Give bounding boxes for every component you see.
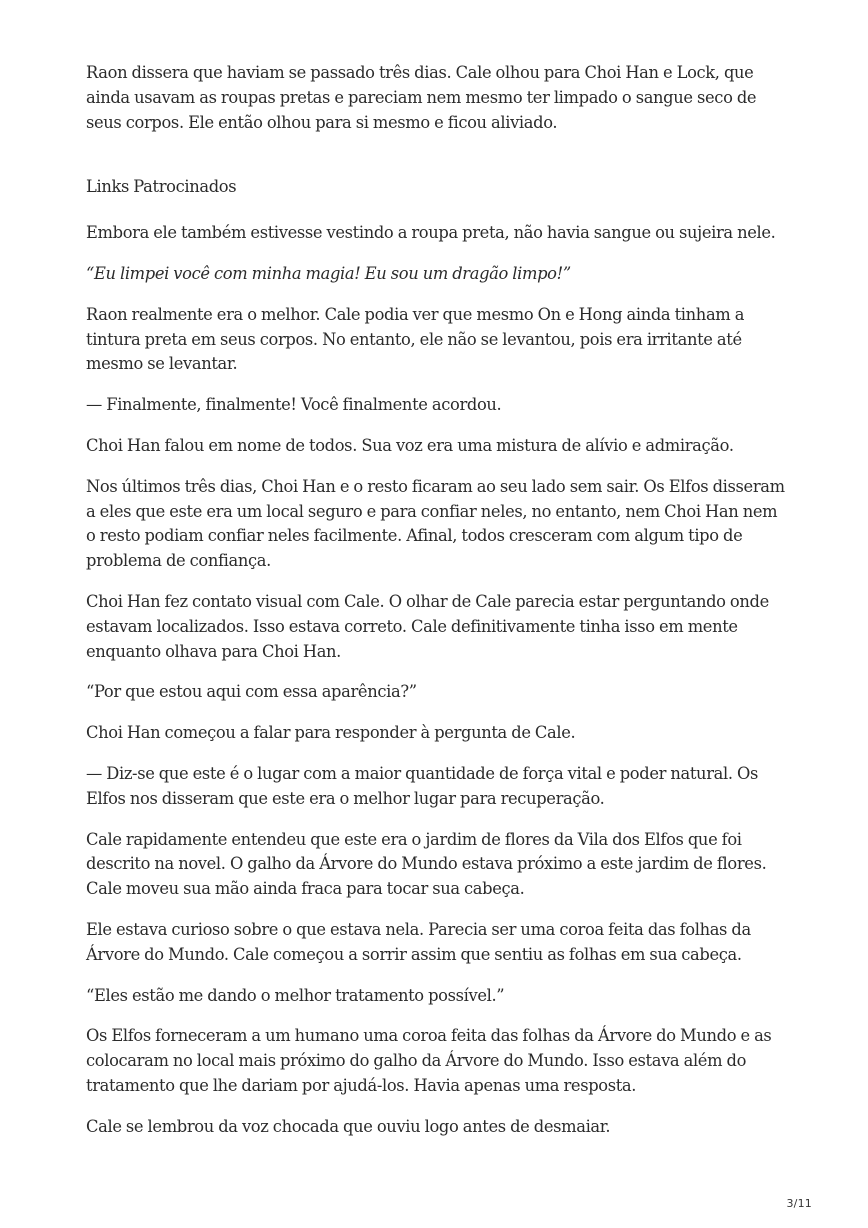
page-number: 3/11 (786, 1197, 812, 1210)
paragraph: Nos últimos três dias, Choi Han e o resto ficaram ao seu lado sem sair. Os Elfos disseram a eles que este era um local seguro e para confiar neles, no entanto, nem Choi Han nem o resto podiam confiar neles facilmente. Afinal, todos cresceram com algum tipo de problema de confiança. (86, 476, 785, 571)
paragraph: Embora ele também estivesse vestindo a roupa preta, não havia sangue ou sujeira nele. (86, 223, 776, 243)
paragraph: Cale se lembrou da voz chocada que ouviu logo antes de desmaiar. (86, 1116, 611, 1136)
dialogue: “Eles estão me dando o melhor tratamento possível.” (86, 985, 505, 1005)
paragraph: Ele estava curioso sobre o que estava nela. Parecia ser uma coroa feita das folhas da Árvore do Mundo. Cale começou a sorrir assim que sentiu as folhas em sua cabeça. (86, 919, 751, 964)
paragraph: Raon realmente era o melhor. Cale podia ver que mesmo On e Hong ainda tinham a tintura preta em seus corpos. No entanto, ele não se levantou, pois era irritante até mesmo se levantar. (86, 304, 745, 374)
paragraph: Choi Han fez contato visual com Cale. O olhar de Cale parecia estar perguntando onde estavam localizados. Isso estava correto. Cale definitivamente tinha isso em mente enquanto olhava para Choi Han. (86, 591, 769, 661)
dialogue: — Diz-se que este é o lugar com a maior quantidade de força vital e poder natural. Os Elfos nos disseram que este era o melhor lugar para recuperação. (86, 763, 758, 808)
dialogue: “Por que estou aqui com essa aparência?” (86, 682, 417, 702)
paragraph: Os Elfos forneceram a um humano uma coroa feita das folhas da Árvore do Mundo e as colocaram no local mais próximo do galho da Árvore do Mundo. Isso estava além do tratamento que lhe dariam por ajudá-los. Havia apenas uma resposta. (86, 1026, 772, 1095)
paragraph: Choi Han começou a falar para responder à pergunta de Cale. (86, 723, 576, 743)
sponsored-links-label: Links Patrocinados (86, 177, 237, 197)
paragraph: Choi Han falou em nome de todos. Sua voz era uma mistura de alívio e admiração. (86, 435, 734, 455)
paragraph: Cale rapidamente entendeu que este era o jardim de flores da Vila dos Elfos que foi descrito na novel. O galho da Árvore do Mundo estava próximo a este jardim de flores. Cale moveu sua mão ainda fraca para tocar sua cabeça. (86, 829, 767, 899)
dialogue-italic: “Eu limpei você com minha magia! Eu sou um dragão limpo!” (86, 263, 571, 283)
document-page (86, 61, 786, 1156)
dialogue: — Finalmente, finalmente! Você finalmente acordou. (86, 395, 502, 415)
paragraph: Raon dissera que haviam se passado três dias. Cale olhou para Choi Han e Lock, que ainda usavam as roupas pretas e pareciam nem mesmo ter limpado o sangue seco de seus corpos. Ele então olhou para si mesmo e ficou aliviado. (86, 63, 757, 132)
